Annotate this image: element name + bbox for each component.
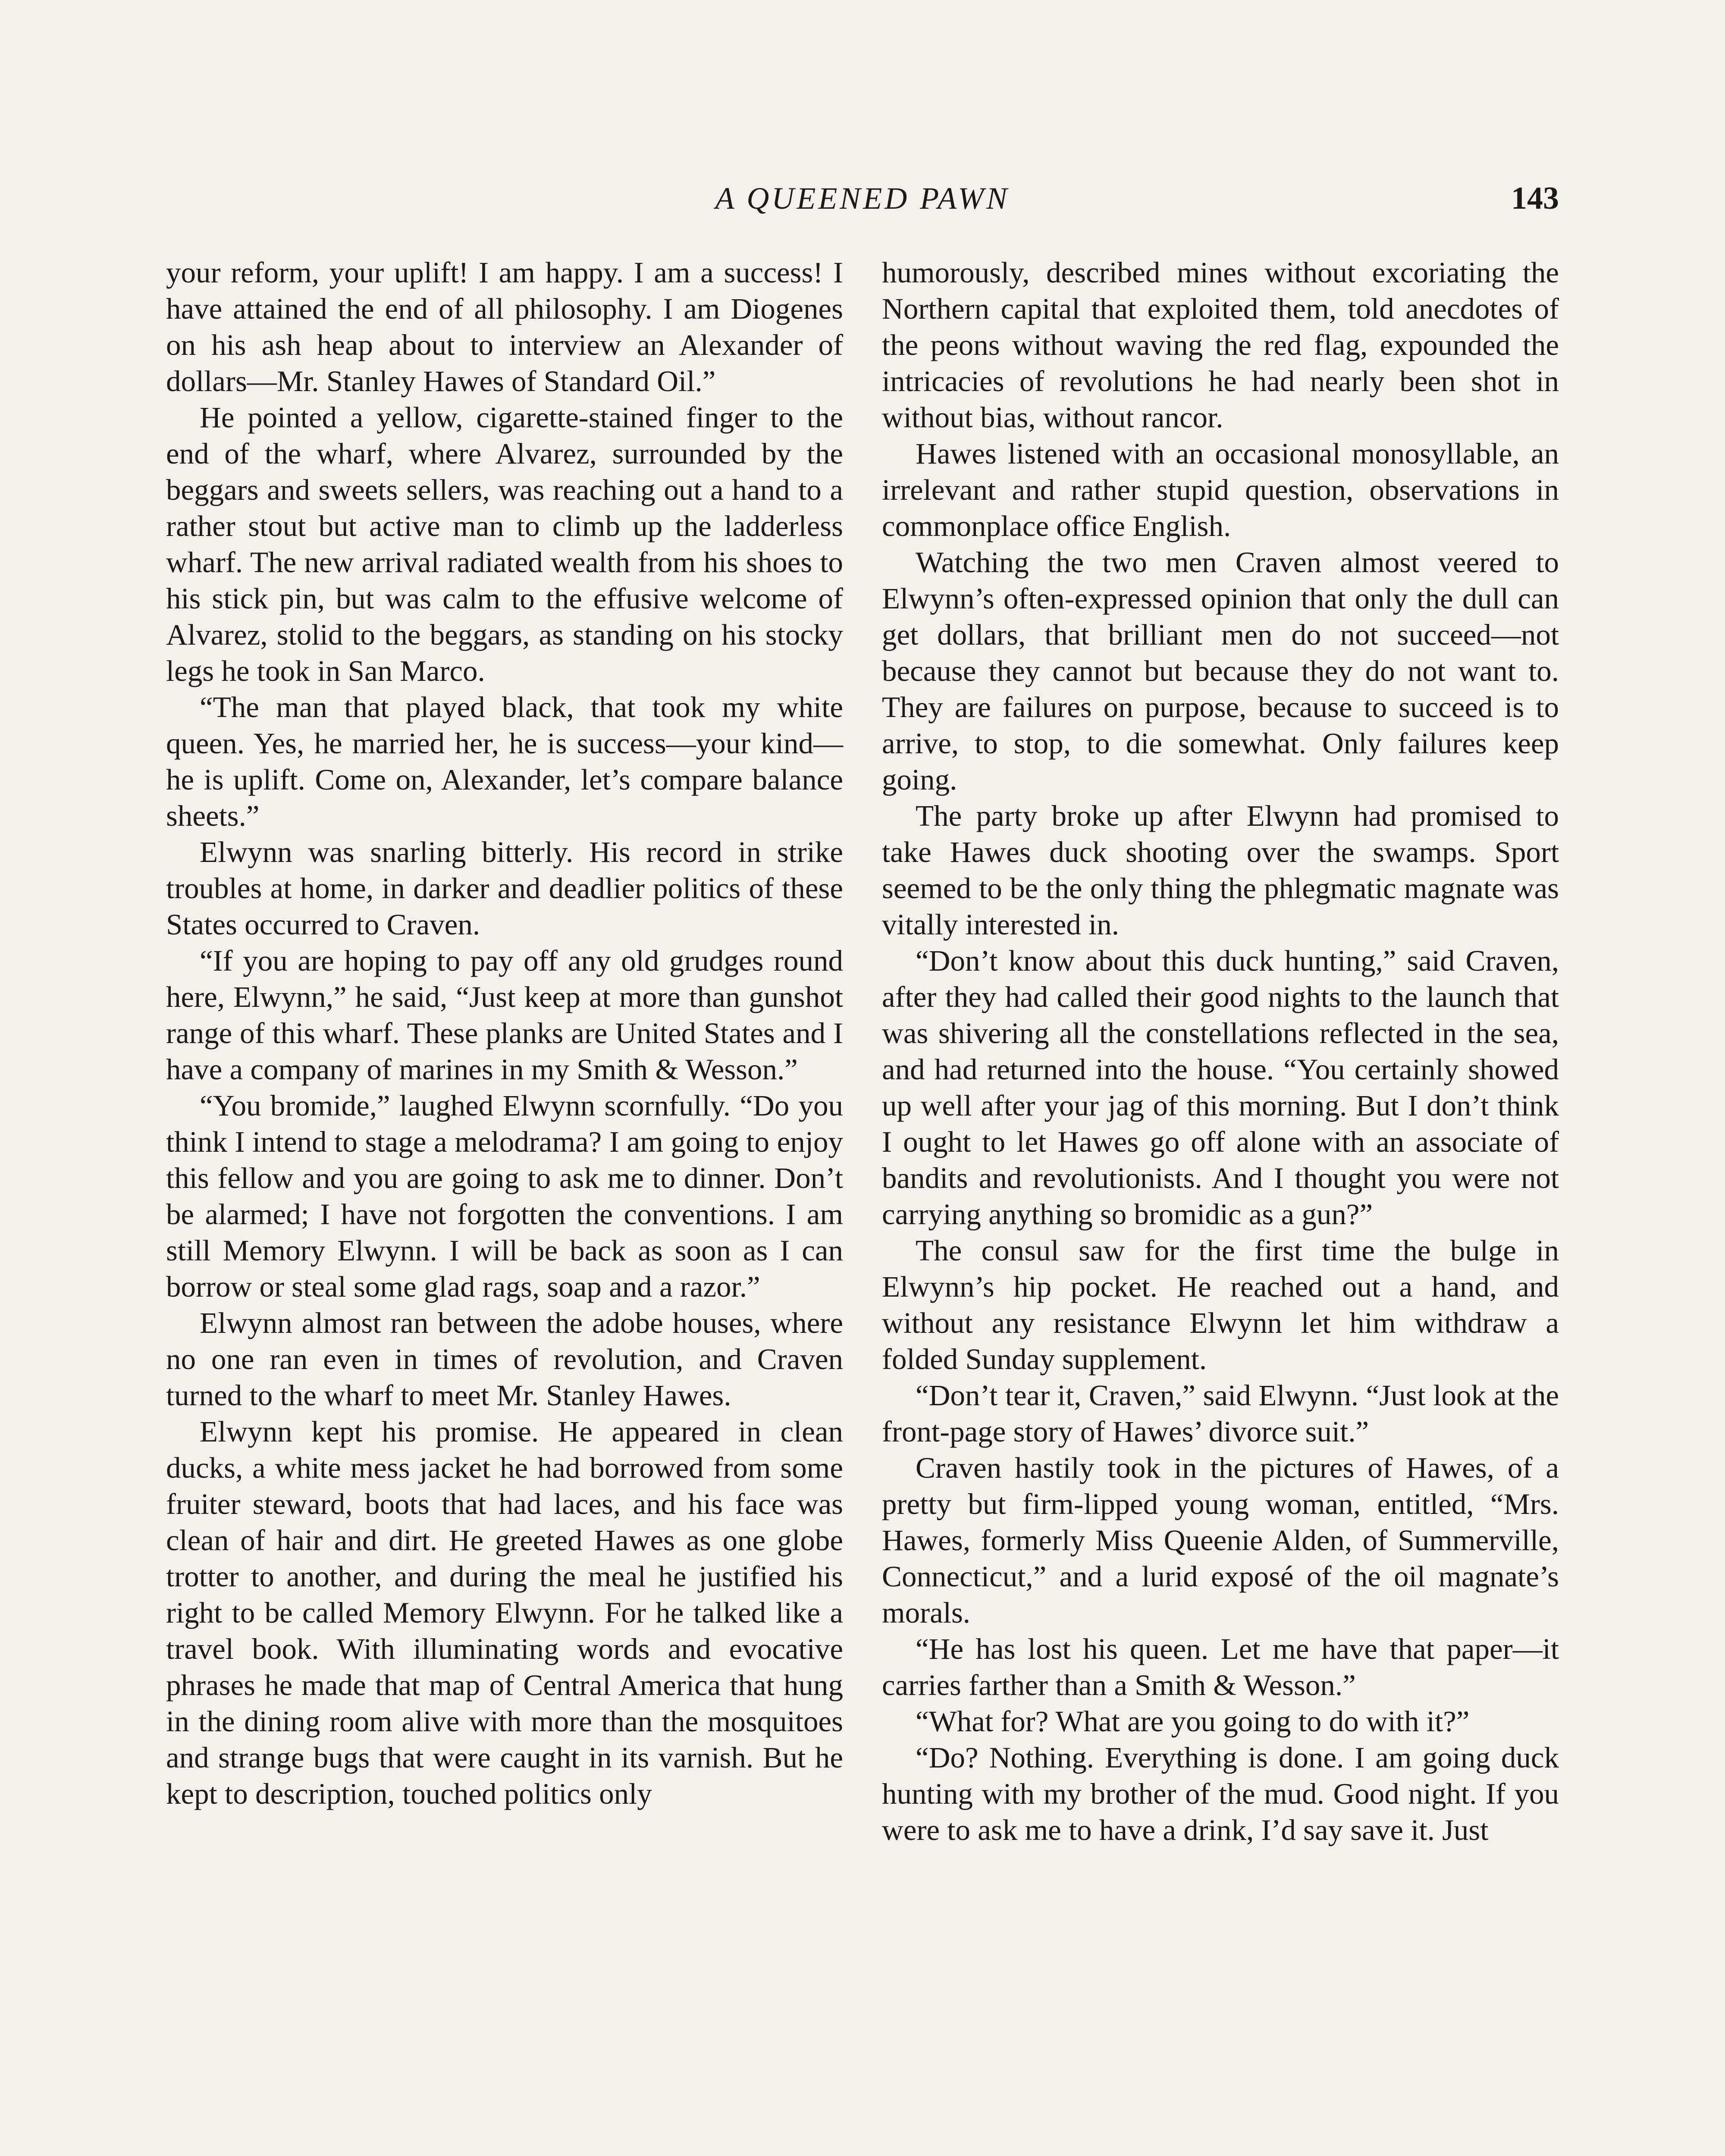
paragraph: your reform, your uplift! I am happy. I am a success! I have attained the end of all philosophy. I am Diogenes on his ash heap about to interview an Alexander of dollars—Mr. Stanley Hawes of Standard Oil.” (166, 256, 843, 398)
paragraph: He pointed a yellow, cigarette-stained finger to the end of the wharf, where Alvarez, surrounded by the beggars and sweets sellers, was reaching out a hand to a rather stout but active man to climb up the ladderless wharf. The new arrival radiated wealth from his shoes to his stick pin, but was calm to the effusive welcome of Alvarez, stolid to the beggars, as standing on his stocky legs he took in San Marco. (166, 401, 843, 687)
paragraph: Hawes listened with an occasional monosyllable, an irrelevant and rather stupid question, observations in commonplace office English. (882, 437, 1559, 542)
paragraph: Elwynn was snarling bitterly. His record in strike troubles at home, in darker and deadlier politics of these States occurred to Craven. (166, 836, 843, 941)
paragraph: “You bromide,” laughed Elwynn scornfully. “Do you think I intend to stage a melodrama? I am going to enjoy this fellow and you are going to ask me to dinner. Don’t be alarmed; I have not forgotten the conventions. I am still Memory Elwynn. I will be back as soon as I can borrow or steal some glad rags, soap and a razor.” (166, 1089, 843, 1303)
running-title: A QUEENED PAWN (715, 181, 1010, 216)
paragraph: “He has lost his queen. Let me have that paper—it carries farther than a Smith & Wesson.” (882, 1633, 1559, 1702)
paragraph: humorously, described mines without excoriating the Northern capital that exploited them, told anecdotes of the peons without waving the red flag, expounded the intricacies of revolutions he had nearly been shot in without bias, without rancor. (882, 256, 1559, 434)
paragraph: The party broke up after Elwynn had promised to take Hawes duck shooting over the swamps. Sport seemed to be the only thing the phlegmatic magnate was vitally interested in. (882, 799, 1559, 941)
paragraph: “Don’t tear it, Craven,” said Elwynn. “Just look at the front-page story of Hawes’ divorce suit.” (882, 1379, 1559, 1448)
paragraph: Craven hastily took in the pictures of Hawes, of a pretty but firm-lipped young woman, entitled, “Mrs. Hawes, formerly Miss Queenie Alden, of Summerville, Connecticut,” and a lurid exposé of the oil magnate’s morals. (882, 1451, 1559, 1629)
paragraph: “What for? What are you going to do with it?” (916, 1705, 1470, 1738)
running-head (166, 175, 1559, 222)
paragraph: Elwynn kept his promise. He appeared in clean ducks, a white mess jacket he had borrowed from some fruiter steward, boots that had laces, and his face was clean of hair and dirt. He greeted Hawes as one globe trotter to another, and during the meal he justified his right to be called Memory Elwynn. For he talked like a travel book. With illuminating words and evocative phrases he made that map of Central America that hung in the dining room alive with more than the mosquitoes and strange bugs that were caught in its varnish. But he kept to description, touched politics only (166, 1415, 843, 1810)
paragraph: “Do? Nothing. Everything is done. I am going duck hunting with my brother of the mud. Good night. If you were to ask me to have a drink, I’d say save it. Just (882, 1741, 1559, 1846)
right-column (882, 254, 1559, 1848)
paragraph: Elwynn almost ran between the adobe houses, where no one ran even in times of revolution, and Craven turned to the wharf to meet Mr. Stanley Hawes. (166, 1307, 843, 1412)
paragraph: “The man that played black, that took my white queen. Yes, he married her, he is success—your kind—he is uplift. Come on, Alexander, let’s compare balance sheets.” (166, 691, 843, 832)
paragraph: The consul saw for the first time the bulge in Elwynn’s hip pocket. He reached out a hand, and without any resistance Elwynn let him withdraw a folded Sunday supplement. (882, 1234, 1559, 1376)
paragraph: Watching the two men Craven almost veered to Elwynn’s often-expressed opinion that only the dull can get dollars, that brilliant men do not succeed—not because they cannot but because they do not want to. They are failures on purpose, because to succeed is to arrive, to stop, to die somewhat. Only failures keep going. (882, 546, 1559, 796)
page-number: 143 (1511, 181, 1559, 216)
left-column (166, 254, 843, 1812)
paragraph: “If you are hoping to pay off any old grudges round here, Elwynn,” he said, “Just keep at more than gunshot range of this wharf. These planks are United States and I have a company of marines in my Smith & Wesson.” (166, 944, 843, 1086)
paragraph: “Don’t know about this duck hunting,” said Craven, after they had called their good nights to the launch that was shivering all the constellations reflected in the sea, and had returned into the house. “You certainly showed up well after your jag of this morning. But I don’t think I ought to let Hawes go off alone with an associate of bandits and revolutionists. And I thought you were not carrying anything so bromidic as a gun?” (882, 944, 1559, 1231)
